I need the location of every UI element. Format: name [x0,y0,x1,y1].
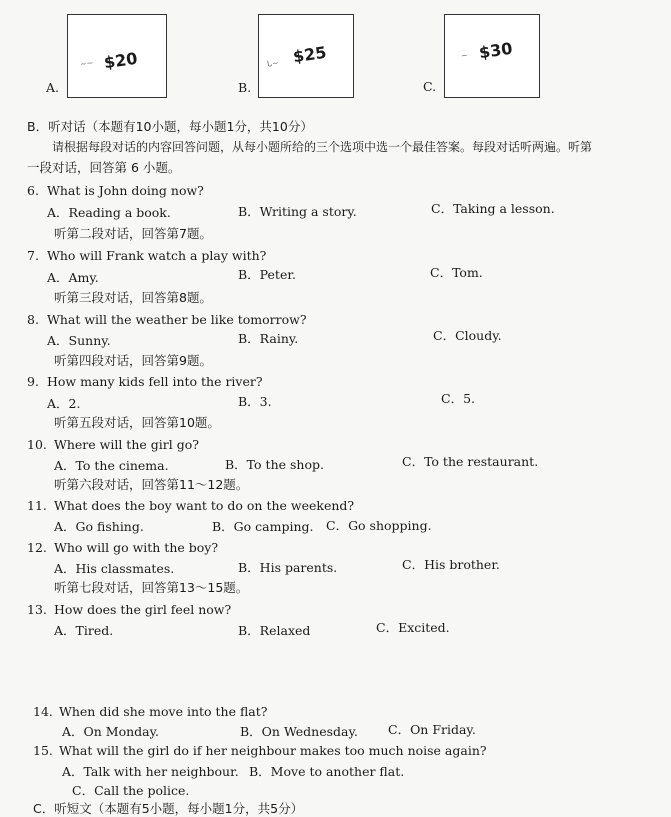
picture-letter-b: B. [238,80,252,95]
option-b: B．Relaxed [238,623,311,638]
option-b: B．Writing a story. [238,204,357,219]
option-b: B．3. [238,394,272,409]
picture-option-b [258,14,354,98]
option-c: C．Call the police. [72,783,190,798]
section-b-instruction-2: 一段对话，回答第 6 小题。 [27,160,181,175]
section-c-heading: C．听短文（本题有5小题，每小题1分，共5分） [33,801,304,816]
question-text: What does the boy want to do on the weekend? [54,498,355,513]
picture-letter-c: C. [423,79,437,94]
option-a: A．On Monday. [62,724,160,739]
question-text: How many kids fell into the river? [47,374,263,389]
section-b-instruction-1: 请根据每段对话的内容回答问题，从每小题所给的三个选项中选一个最佳答案。每段对话听两遍。听第 [52,140,593,154]
question-number: 6. [27,183,39,198]
listen-prompt: 听第五段对话，回答第10题。 [54,415,220,430]
picture-letter-a: A. [46,80,60,95]
option-c: C．Cloudy. [433,328,502,343]
option-a: A．Go fishing. [54,519,144,534]
scribble: ᒐ~ [266,58,280,69]
question-number: 15. [33,743,53,758]
option-c: C．Tom. [430,265,483,280]
option-a: A．2. [47,396,81,411]
option-c: C．5. [441,391,475,406]
question-text: Where will the girl go? [54,437,199,452]
option-b: B．His parents. [238,560,338,575]
question-text: What will the weather be like tomorrow? [47,312,307,327]
option-b: B．Go camping. [212,519,314,534]
question-number: 8. [27,312,39,327]
option-c: C．On Friday. [388,722,476,737]
question-text: When did she move into the flat? [59,704,268,719]
question-number: 13. [27,602,47,617]
listen-prompt: 听第七段对话，回答第13～15题。 [54,580,249,595]
option-a: A．Talk with her neighbour. [62,764,239,779]
scribble: ~ [460,50,469,61]
option-a: A．His classmates. [54,561,175,576]
price-tag: $30 [477,38,514,63]
question-number: 10. [27,437,47,452]
question-text: Who will go with the boy? [54,540,219,555]
option-b: B．Rainy. [238,331,299,346]
listen-prompt: 听第四段对话，回答第9题。 [54,353,212,368]
option-c: C．To the restaurant. [402,454,539,469]
option-b: B．To the shop. [225,457,324,472]
option-a: A．Reading a book. [47,205,171,220]
question-number: 11. [27,498,47,513]
option-b: B．Move to another flat. [249,764,405,779]
picture-option-a [67,14,167,98]
option-c: C．Taking a lesson. [431,201,555,216]
scribble: ~~ [79,58,94,69]
question-text: What is John doing now? [47,183,204,198]
listen-prompt: 听第三段对话，回答第8题。 [54,290,212,305]
option-a: A．Tired. [54,623,114,638]
picture-option-c [444,14,540,98]
option-c: C．Go shopping. [326,518,432,533]
question-number: 7. [27,248,39,263]
question-text: Who will Frank watch a play with? [47,248,267,263]
question-number: 12. [27,540,47,555]
section-b-heading: B．听对话（本题有10小题，每小题1分，共10分） [27,119,313,134]
option-a: A．Sunny. [47,333,111,348]
question-number: 14. [33,704,53,719]
question-number: 9. [27,374,39,389]
price-tag: $20 [102,48,139,73]
option-a: A．To the cinema. [54,458,169,473]
option-b: B．On Wednesday. [240,724,358,739]
question-text: How does the girl feel now? [54,602,232,617]
price-tag: $25 [291,42,328,67]
option-b: B．Peter. [238,267,296,282]
listen-prompt: 听第二段对话，回答第7题。 [54,226,212,241]
question-text: What will the girl do if her neighbour makes too much noise again? [59,743,487,758]
listen-prompt: 听第六段对话，回答第11～12题。 [54,477,249,492]
option-a: A．Amy. [47,270,99,285]
option-c: C．His brother. [402,557,500,572]
option-c: C．Excited. [376,620,450,635]
